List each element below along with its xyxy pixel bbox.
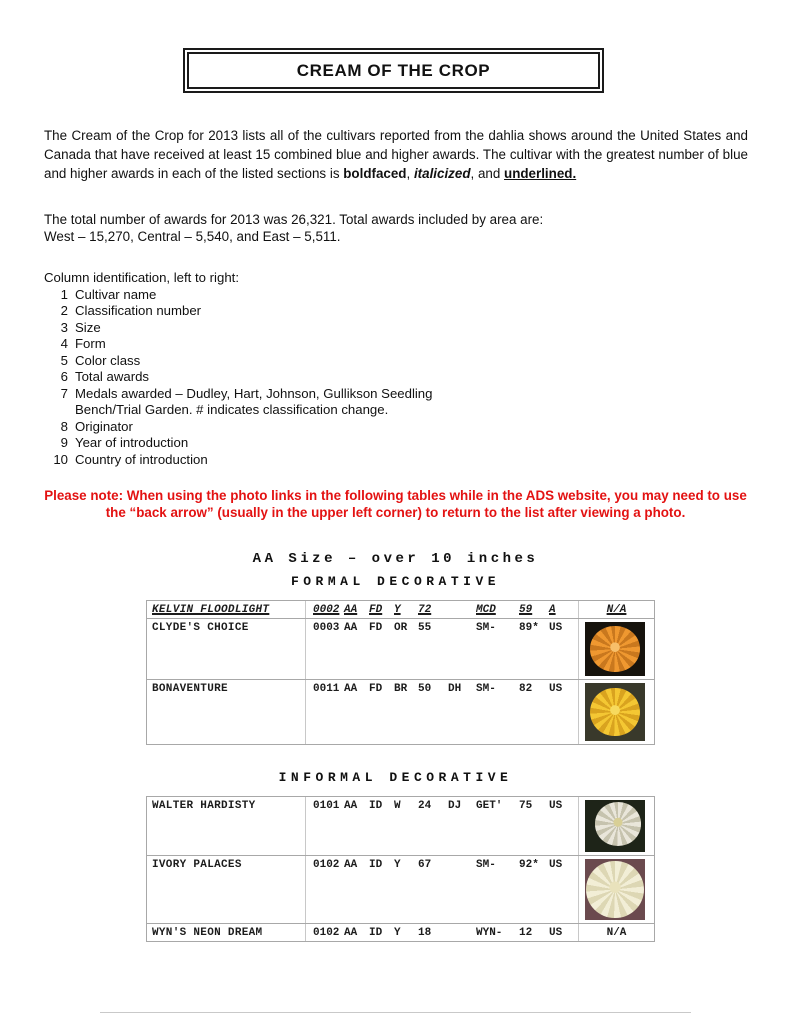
table-row bbox=[147, 680, 654, 744]
cultivar-name-cell: BONAVENTURE bbox=[147, 680, 306, 744]
column-id-heading: Column identification, left to right: bbox=[44, 270, 239, 285]
form-code: FD bbox=[369, 683, 383, 695]
year-of-introduction: 12 bbox=[519, 927, 533, 939]
list-item-continuation: Bench/Trial Garden. # indicates classification change. bbox=[75, 402, 389, 417]
table-row bbox=[147, 797, 654, 856]
color-class: W bbox=[394, 800, 401, 812]
total-awards: 18 bbox=[418, 927, 432, 939]
size-code: AA bbox=[344, 927, 358, 939]
year-of-introduction: 82 bbox=[519, 683, 533, 695]
medals: DH bbox=[448, 683, 462, 695]
size-code: AA bbox=[344, 622, 358, 634]
photo-cell[interactable] bbox=[579, 680, 654, 744]
formal-decorative-table bbox=[146, 600, 655, 745]
photo-cell[interactable] bbox=[579, 797, 654, 855]
total-awards: 50 bbox=[418, 683, 432, 695]
no-photo-label: N/A bbox=[606, 604, 627, 616]
year-of-introduction: 75 bbox=[519, 800, 533, 812]
classification-number: 0003 bbox=[313, 622, 340, 634]
boldfaced-word: boldfaced bbox=[343, 166, 407, 181]
originator: SM- bbox=[476, 622, 496, 634]
size-code: AA bbox=[344, 859, 358, 871]
classification-number: 0011 bbox=[313, 683, 340, 695]
photo-links-note bbox=[0, 487, 791, 521]
year-of-introduction: 89* bbox=[519, 622, 539, 634]
list-item: 1 Cultivar name bbox=[60, 286, 157, 302]
list-item: 5 Color class bbox=[60, 352, 141, 368]
page-bottom-scan-line bbox=[100, 1012, 691, 1013]
size-code: AA bbox=[344, 800, 358, 812]
totals-line-1: The total number of awards for 2013 was 26,321. Total awards included by area are: bbox=[44, 212, 544, 227]
year-of-introduction: 92* bbox=[519, 859, 539, 871]
totals-paragraph bbox=[44, 211, 747, 245]
no-photo-label: N/A bbox=[606, 927, 627, 939]
photo-cell bbox=[579, 601, 654, 618]
cultivar-name-cell: CLYDE'S CHOICE bbox=[147, 619, 306, 679]
total-awards: 24 bbox=[418, 800, 432, 812]
color-class: Y bbox=[394, 604, 401, 616]
form-code: ID bbox=[369, 859, 383, 871]
list-item: 7 Medals awarded – Dudley, Hart, Johnson, Gullikson Seedling bbox=[60, 385, 433, 401]
dahlia-flower-image bbox=[586, 861, 644, 918]
list-item: 10 Country of introduction bbox=[53, 451, 208, 467]
table-row bbox=[147, 619, 654, 680]
form-code: ID bbox=[369, 800, 383, 812]
classification-number: 0102 bbox=[313, 927, 340, 939]
country-of-introduction: US bbox=[549, 622, 563, 634]
cultivar-data-cell bbox=[306, 680, 579, 744]
list-item: 2 Classification number bbox=[60, 303, 202, 318]
country-of-introduction: US bbox=[549, 800, 563, 812]
cultivar-data-cell bbox=[306, 619, 579, 679]
list-item: 6 Total awards bbox=[60, 369, 150, 384]
country-of-introduction: A bbox=[549, 604, 556, 616]
color-class: BR bbox=[394, 683, 408, 695]
list-item: 3 Size bbox=[60, 319, 101, 335]
cultivar-name-cell: IVORY PALACES bbox=[147, 856, 306, 923]
cultivar-name-cell: WALTER HARDISTY bbox=[147, 797, 306, 855]
list-item: 8 Originator bbox=[60, 418, 133, 434]
medals: DJ bbox=[448, 800, 462, 812]
classification-number: 0101 bbox=[313, 800, 340, 812]
total-awards: 67 bbox=[418, 859, 432, 871]
note-line-2: the “back arrow” (usually in the upper left corner) to return to the list after viewing a photo. bbox=[105, 505, 686, 520]
table-row bbox=[147, 856, 654, 924]
cultivar-name-cell: KELVIN FLOODLIGHT bbox=[147, 601, 306, 618]
total-awards: 55 bbox=[418, 622, 432, 634]
country-of-introduction: US bbox=[549, 683, 563, 695]
photo-cell[interactable] bbox=[579, 619, 654, 679]
classification-number: 0102 bbox=[313, 859, 340, 871]
list-item: 4 Form bbox=[60, 336, 106, 351]
column-identification bbox=[44, 270, 747, 468]
country-of-introduction: US bbox=[549, 927, 563, 939]
totals-line-2: West – 15,270, Central – 5,540, and East – 5,511. bbox=[44, 229, 341, 244]
section-heading-aa-size: AA Size – over 10 inches bbox=[252, 551, 539, 567]
originator: MCD bbox=[476, 604, 496, 616]
total-awards: 72 bbox=[418, 604, 432, 616]
table-row bbox=[147, 601, 654, 619]
form-code: ID bbox=[369, 927, 383, 939]
year-of-introduction: 59 bbox=[519, 604, 533, 616]
color-class: Y bbox=[394, 927, 401, 939]
cultivar-data-cell bbox=[306, 924, 579, 941]
intro-paragraph: The Cream of the Crop for 2013 lists all of the cultivars reported from the dahlia shows around the United States and Canada that have received at least 15 combined blue and higher awards. The cultivar with the greatest number of blue and higher awards in each of the listed sections is boldfaced, italicized, and underlined. bbox=[44, 128, 748, 181]
dahlia-flower-image bbox=[590, 626, 639, 671]
dahlia-flower-image bbox=[595, 802, 642, 846]
size-code: AA bbox=[344, 683, 358, 695]
classification-number: 0002 bbox=[313, 604, 340, 616]
italicized-word: italicized bbox=[413, 166, 471, 181]
cultivar-data-cell bbox=[306, 601, 579, 618]
form-code: FD bbox=[369, 622, 383, 634]
country-of-introduction: US bbox=[549, 859, 563, 871]
dahlia-photo-link[interactable] bbox=[585, 800, 645, 852]
page-title: CREAM OF THE CROP bbox=[296, 61, 491, 80]
dahlia-photo-link[interactable] bbox=[585, 859, 645, 920]
size-code: AA bbox=[344, 604, 358, 616]
informal-decorative-table bbox=[146, 796, 655, 942]
color-class: Y bbox=[394, 859, 401, 871]
underlined-word: underlined. bbox=[504, 166, 577, 181]
originator: WYN- bbox=[476, 927, 503, 939]
section-heading-formal-decorative: FORMAL DECORATIVE bbox=[290, 574, 501, 589]
photo-cell bbox=[579, 924, 654, 941]
section-heading-informal-decorative: INFORMAL DECORATIVE bbox=[278, 770, 513, 785]
dahlia-photo-link[interactable] bbox=[585, 622, 645, 676]
list-item: 9 Year of introduction bbox=[60, 435, 189, 450]
form-code: FD bbox=[369, 604, 383, 616]
originator: SM- bbox=[476, 859, 496, 871]
dahlia-photo-link[interactable] bbox=[585, 683, 645, 741]
note-line-1: Please note: When using the photo links in the following tables while in the ADS website, you may need to use bbox=[44, 488, 747, 503]
originator: SM- bbox=[476, 683, 496, 695]
cultivar-name-cell: WYN'S NEON DREAM bbox=[147, 924, 306, 941]
color-class: OR bbox=[394, 622, 408, 634]
dahlia-flower-image bbox=[590, 688, 639, 737]
photo-cell[interactable] bbox=[579, 856, 654, 923]
title-box bbox=[183, 48, 604, 93]
cultivar-data-cell bbox=[306, 856, 579, 923]
table-row bbox=[147, 924, 654, 941]
originator: GET' bbox=[476, 800, 503, 812]
cultivar-data-cell bbox=[306, 797, 579, 855]
